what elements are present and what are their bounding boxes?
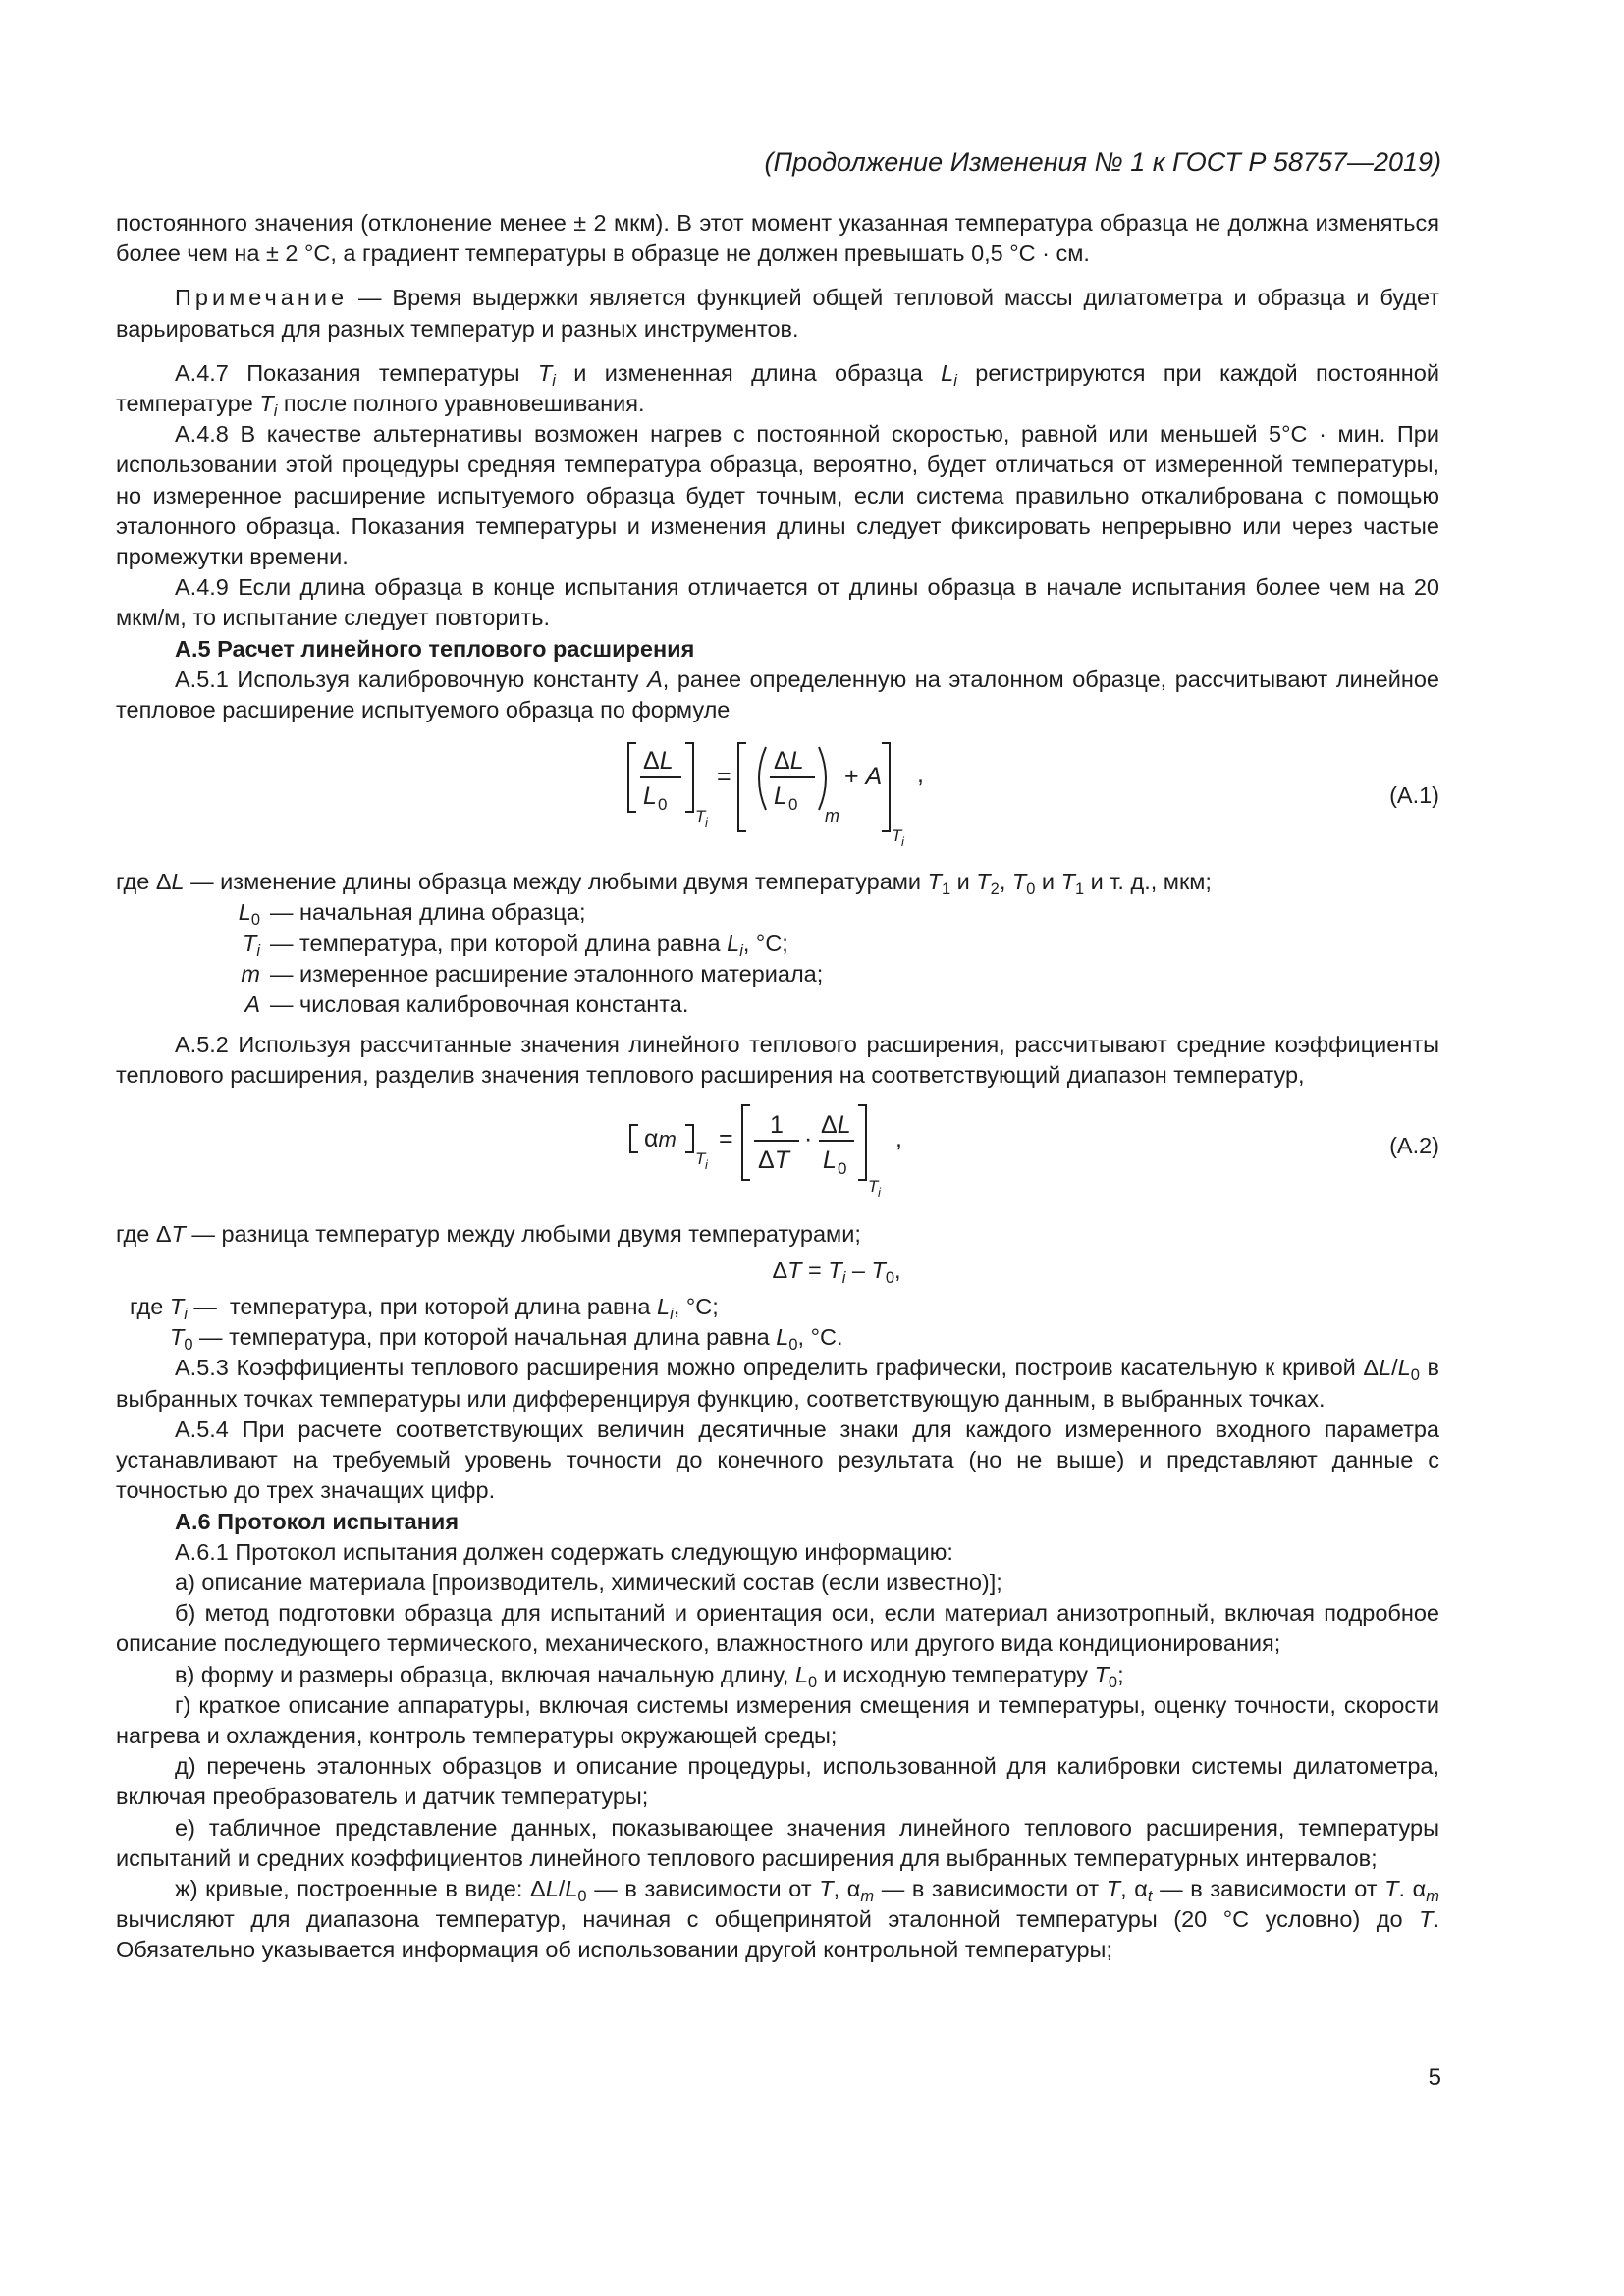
- clause-a48: А.4.8 В качестве альтернативы возможен нагрев с постоянной скоростью, равной или меньшей 5°С · мин. При использовании этой процедуры средняя температура образца, вероятно, будет отличаться от измеренной температуры, но измеренное расширение испытуемого образца будет точным, если система правильно откалибрована с помощью эталонного образца. Показания температуры и изменения длины следует фиксировать непрерывно или через частые промежутки времени.: [116, 421, 1439, 570]
- svg-text:m: m: [825, 806, 839, 827]
- svg-text:ΔL: ΔL: [643, 747, 674, 775]
- list-item-v: в) форму и размеры образца, включая начальную длину, $L_0$ и исходную температуру $T_0$;: [175, 1661, 1124, 1691]
- svg-text:αm: αm: [644, 1124, 677, 1152]
- clause-a51: А.5.1 Используя калибровочную константу A, ранее определенную на эталонном образце, рассчитывают линейное тепловое расширение испытуемого образца по формуле: [116, 666, 1439, 723]
- heading-a6: А.6 Протокол испытания: [175, 1508, 460, 1534]
- svg-text:1: 1: [770, 1110, 784, 1139]
- svg-text:L: L: [643, 782, 657, 811]
- svg-text:L: L: [774, 782, 787, 811]
- svg-text:T: T: [695, 1148, 706, 1168]
- note-text: — Время выдержки является функцией общей тепловой массы дилатометра и образца и будет варьироваться для разных температур и разных инструментов.: [116, 285, 1439, 342]
- svg-text:i: i: [705, 1156, 708, 1172]
- note-label: Примечание: [175, 285, 349, 311]
- equation-delta-t: $\Delta T = T_i - T_0$,: [772, 1256, 901, 1287]
- list-item-g: г) краткое описание аппаратуры, включая системы измерения смещения и температуры, оценку точности, скорости нагрева и охлаждения, контроль температуры окружающей среды;: [116, 1691, 1439, 1748]
- svg-text:ΔL: ΔL: [774, 747, 804, 775]
- svg-text:,: ,: [895, 1124, 902, 1152]
- formula-a2-number: (А.2): [1389, 1132, 1439, 1158]
- paragraph-continuation: постоянного значения (отклонение менее ± 2 мкм). В этот момент указанная температура образца не должна изменяться более чем на ± 2 °С, а градиент температуры в образце не должен превышать 0,5 °С · см.: [116, 210, 1439, 267]
- formula-a2-graphic: [626, 1101, 1019, 1205]
- svg-text:,: ,: [917, 761, 924, 789]
- svg-text:0: 0: [788, 795, 798, 815]
- svg-text:=: =: [719, 1124, 733, 1152]
- formula-a2: [116, 1101, 1439, 1205]
- svg-text:i: i: [705, 815, 708, 830]
- svg-text:=: =: [717, 763, 731, 791]
- where-block-1: где ΔL — изменение длины образца между любыми двумя температурами $T_1$ и $T_2$, $T_0$ и $T_1$ и т. д., мкм;: [116, 869, 1212, 899]
- svg-text:i: i: [901, 834, 904, 850]
- svg-text:T: T: [868, 1176, 879, 1196]
- svg-text:i: i: [878, 1184, 881, 1200]
- svg-text:T: T: [695, 807, 706, 827]
- where-block-2: где ΔT — разница температур между любыми двумя температурами;: [116, 1220, 861, 1247]
- running-header: (Продолжение Изменения № 1 к ГОСТ Р 58757—2019): [764, 147, 1441, 177]
- where-block-3b: $T_0$ — температура, при которой начальная длина равна $L_0$, °С.: [170, 1324, 843, 1355]
- definition-item: m — измеренное расширение эталонного материала;: [241, 960, 824, 987]
- formula-a1-graphic: [626, 737, 1039, 853]
- svg-text:·: ·: [804, 1124, 813, 1152]
- clause-a49: А.4.9 Если длина образца в конце испытания отличается от длины образца в начале испытания более чем на 20 мкм/м, то испытание следует повторить.: [116, 574, 1439, 631]
- clause-a61: А.6.1 Протокол испытания должен содержать следующую информацию:: [175, 1538, 953, 1565]
- svg-text:+ A: + A: [844, 763, 883, 791]
- svg-text:ΔL: ΔL: [821, 1110, 851, 1139]
- definition-item: $T_i$ — температура, при которой длина равна $L_i$, °С;: [242, 930, 788, 960]
- svg-text:0: 0: [658, 795, 668, 815]
- clause-a54: А.5.4 При расчете соответствующих величин десятичные знаки для каждого измеренного входного параметра устанавливают на требуемый уровень точности до конечного результата (но не выше) и представляют данные с точностью до трех значащих цифр.: [116, 1415, 1439, 1504]
- svg-text:T: T: [892, 827, 902, 846]
- list-item-d: д) перечень эталонных образцов и описание процедуры, использованной для калибровки системы дилатометра, включая преобразователь и датчик температуры;: [116, 1753, 1439, 1810]
- formula-a1-number: (А.1): [1389, 782, 1439, 809]
- clause-a52: А.5.2 Используя рассчитанные значения линейного теплового расширения, рассчитывают средние коэффициенты теплового расширения, разделив значения теплового расширения на соответствующий диапазон температур,: [116, 1032, 1439, 1089]
- note: [116, 283, 1439, 344]
- clause-a47: А.4.7 Показания температуры $T_i$ и измененная длина образца $L_i$ регистрируются при каждой постоянной температуре $T_i$ после полного уравновешивания.: [116, 359, 1439, 421]
- list-item-zh: ж) кривые, построенные в виде: $\Delta L/L_0$ — в зависимости от T, $\alpha_m$ — в зависимости от T, $\alpha_t$ — в зависимости от T. $\alpha_m$ вычисляют для диапазона температур, начиная с общепринятой эталонной температуры (20 °С условно) до T. Обязательно указывается информация об использовании другой контрольной температуры;: [116, 1875, 1439, 1963]
- definition-list-1: [116, 897, 1439, 1020]
- definition-item: $L_0$ — начальная длина образца;: [238, 899, 586, 930]
- svg-text:0: 0: [838, 1158, 847, 1178]
- definition-item: A — числовая калибровочная константа.: [244, 991, 689, 1018]
- svg-text:L: L: [823, 1146, 837, 1174]
- document-body: [116, 208, 1439, 1966]
- heading-a5: А.5 Расчет линейного теплового расширения: [175, 635, 695, 662]
- list-item-e: е) табличное представление данных, показывающее значения линейного теплового расширения, температуры испытаний и средних коэффициентов линейного теплового расширения для выбранных температурных интервалов;: [116, 1814, 1439, 1871]
- formula-a1: [116, 737, 1439, 853]
- list-item-b: б) метод подготовки образца для испытаний и ориентация оси, если материал анизотропный, включая подробное описание последующего термического, механического, влажностного или другого вида кондиционирования;: [116, 1600, 1439, 1657]
- svg-text:ΔT: ΔT: [758, 1146, 789, 1174]
- page-number: 5: [1428, 2064, 1441, 2091]
- list-item-a: а) описание материала [производитель, химический состав (если известно)];: [175, 1569, 1002, 1595]
- clause-a53: А.5.3 Коэффициенты теплового расширения можно определить графически, построив касательную к кривой $\Delta L/L_0$ в выбранных точках температуры или дифференцируя функцию, соответствующую данным, в выбранных точках.: [116, 1355, 1440, 1412]
- where-block-3: где $T_i$ — температура, при которой длина равна $L_i$, °С;: [130, 1294, 719, 1324]
